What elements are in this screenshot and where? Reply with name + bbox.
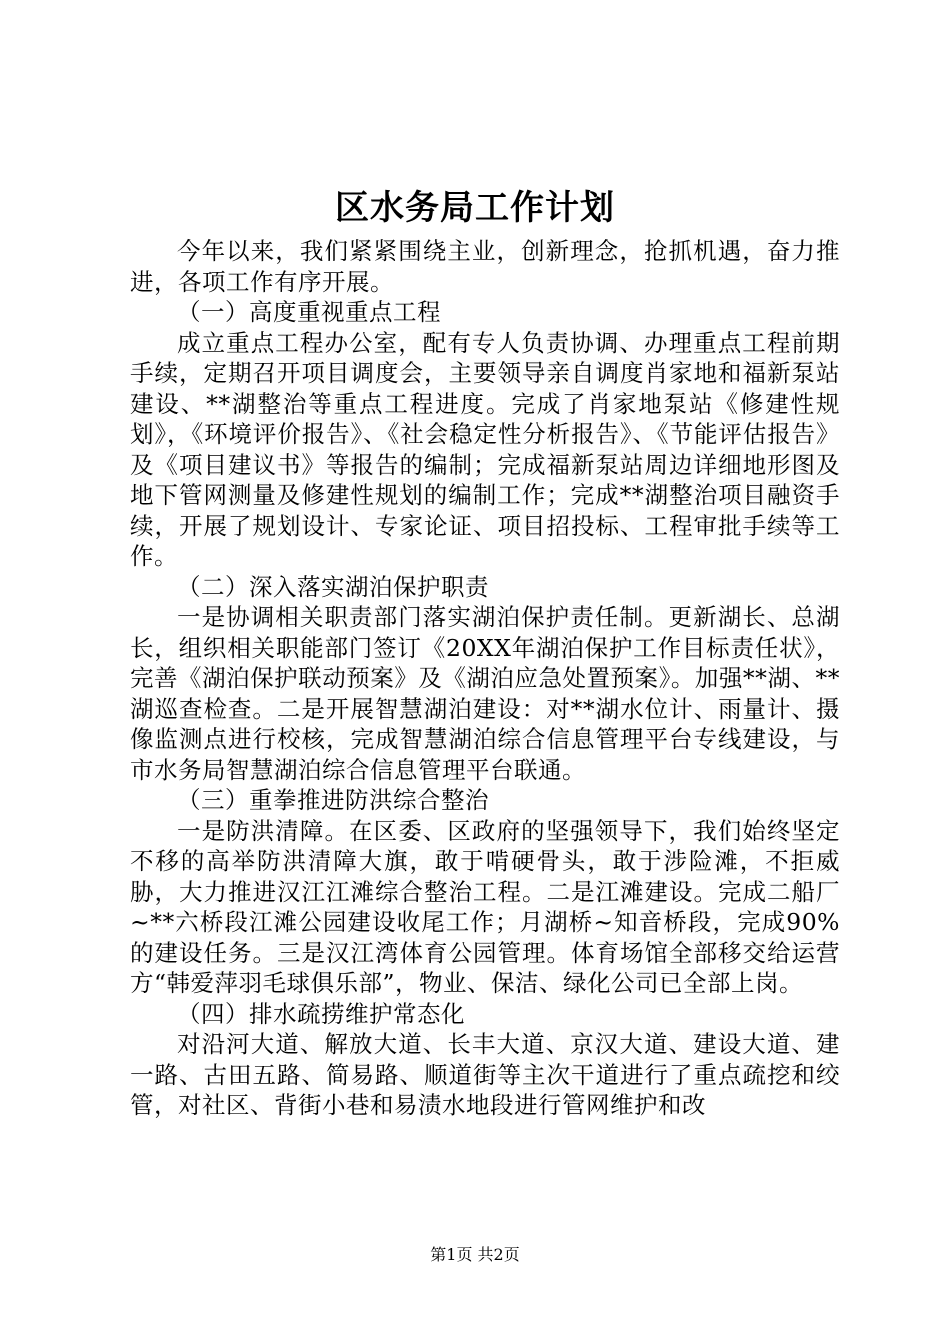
page-number-footer: 第1页 共2页 [430, 1245, 520, 1264]
section-heading-3: （三）重拳推进防洪综合整治 [177, 786, 489, 814]
section-paragraph-2: 一是协调相关职责部门落实湖泊保护责任制。更新湖长、总湖长，组织相关职能部门签订《20XX年湖泊保护工作目标责任状》，完善《湖泊保护联动预案》及《湖泊应急处置预案》。加强**湖、**湖巡查检查。二是开展智慧湖泊建设：对**湖水位计、雨量计、摄像监测点进行校核，完成智慧湖泊综合信息管理平台专线建设，与市水务局智慧湖泊综合信息管理平台联通。 [130, 603, 840, 784]
section-paragraph-4: 对沿河大道、解放大道、长丰大道、京汉大道、建设大道、建一路、古田五路、简易路、顺道街等主次干道进行了重点疏挖和绞管，对社区、背街小巷和易渍水地段进行管网维护和改 [130, 1030, 840, 1119]
document-title: 区水务局工作计划 [335, 188, 615, 228]
intro-paragraph: 今年以来，我们紧紧围绕主业，创新理念，抢抓机遇，奋力推进，各项工作有序开展。 [130, 237, 840, 296]
section-heading-2: （二）深入落实湖泊保护职责 [177, 572, 489, 601]
section-paragraph-3: 一是防洪清障。在区委、区政府的坚强领导下，我们始终坚定不移的高举防洪清障大旗，敢于啃硬骨头，敢于涉险滩，不拒威胁，大力推进汉江江滩综合整治工程。二是江滩建设。完成二船厂~**六桥段江滩公园建设收尾工作；月湖桥~知音桥段，完成90%的建设任务。三是汉江湾体育公园管理。体育场馆全部移交给运营方“韩爱萍羽毛球俱乐部”，物业、保洁、绿化公司已全部上岗。 [130, 816, 840, 997]
section-heading-4: （四）排水疏捞维护常态化 [177, 999, 465, 1028]
document-body [130, 236, 840, 1121]
section-paragraph-1: 成立重点工程办公室，配有专人负责协调、办理重点工程前期手续，定期召开项目调度会，主要领导亲自调度肖家地和福新泵站建设、**湖整治等重点工程进度。完成了肖家地泵站《修建性规划》，《环境评价报告》、《社会稳定性分析报告》、《节能评估报告》及《项目建议书》等报告的编制；完成福新泵站周边详细地形图及地下管网测量及修建性规划的编制工作；完成**湖整治项目融资手续，开展了规划设计、专家论证、项目招投标、工程审批手续等工作。 [130, 328, 840, 570]
section-heading-1: （一）高度重视重点工程 [177, 298, 441, 326]
